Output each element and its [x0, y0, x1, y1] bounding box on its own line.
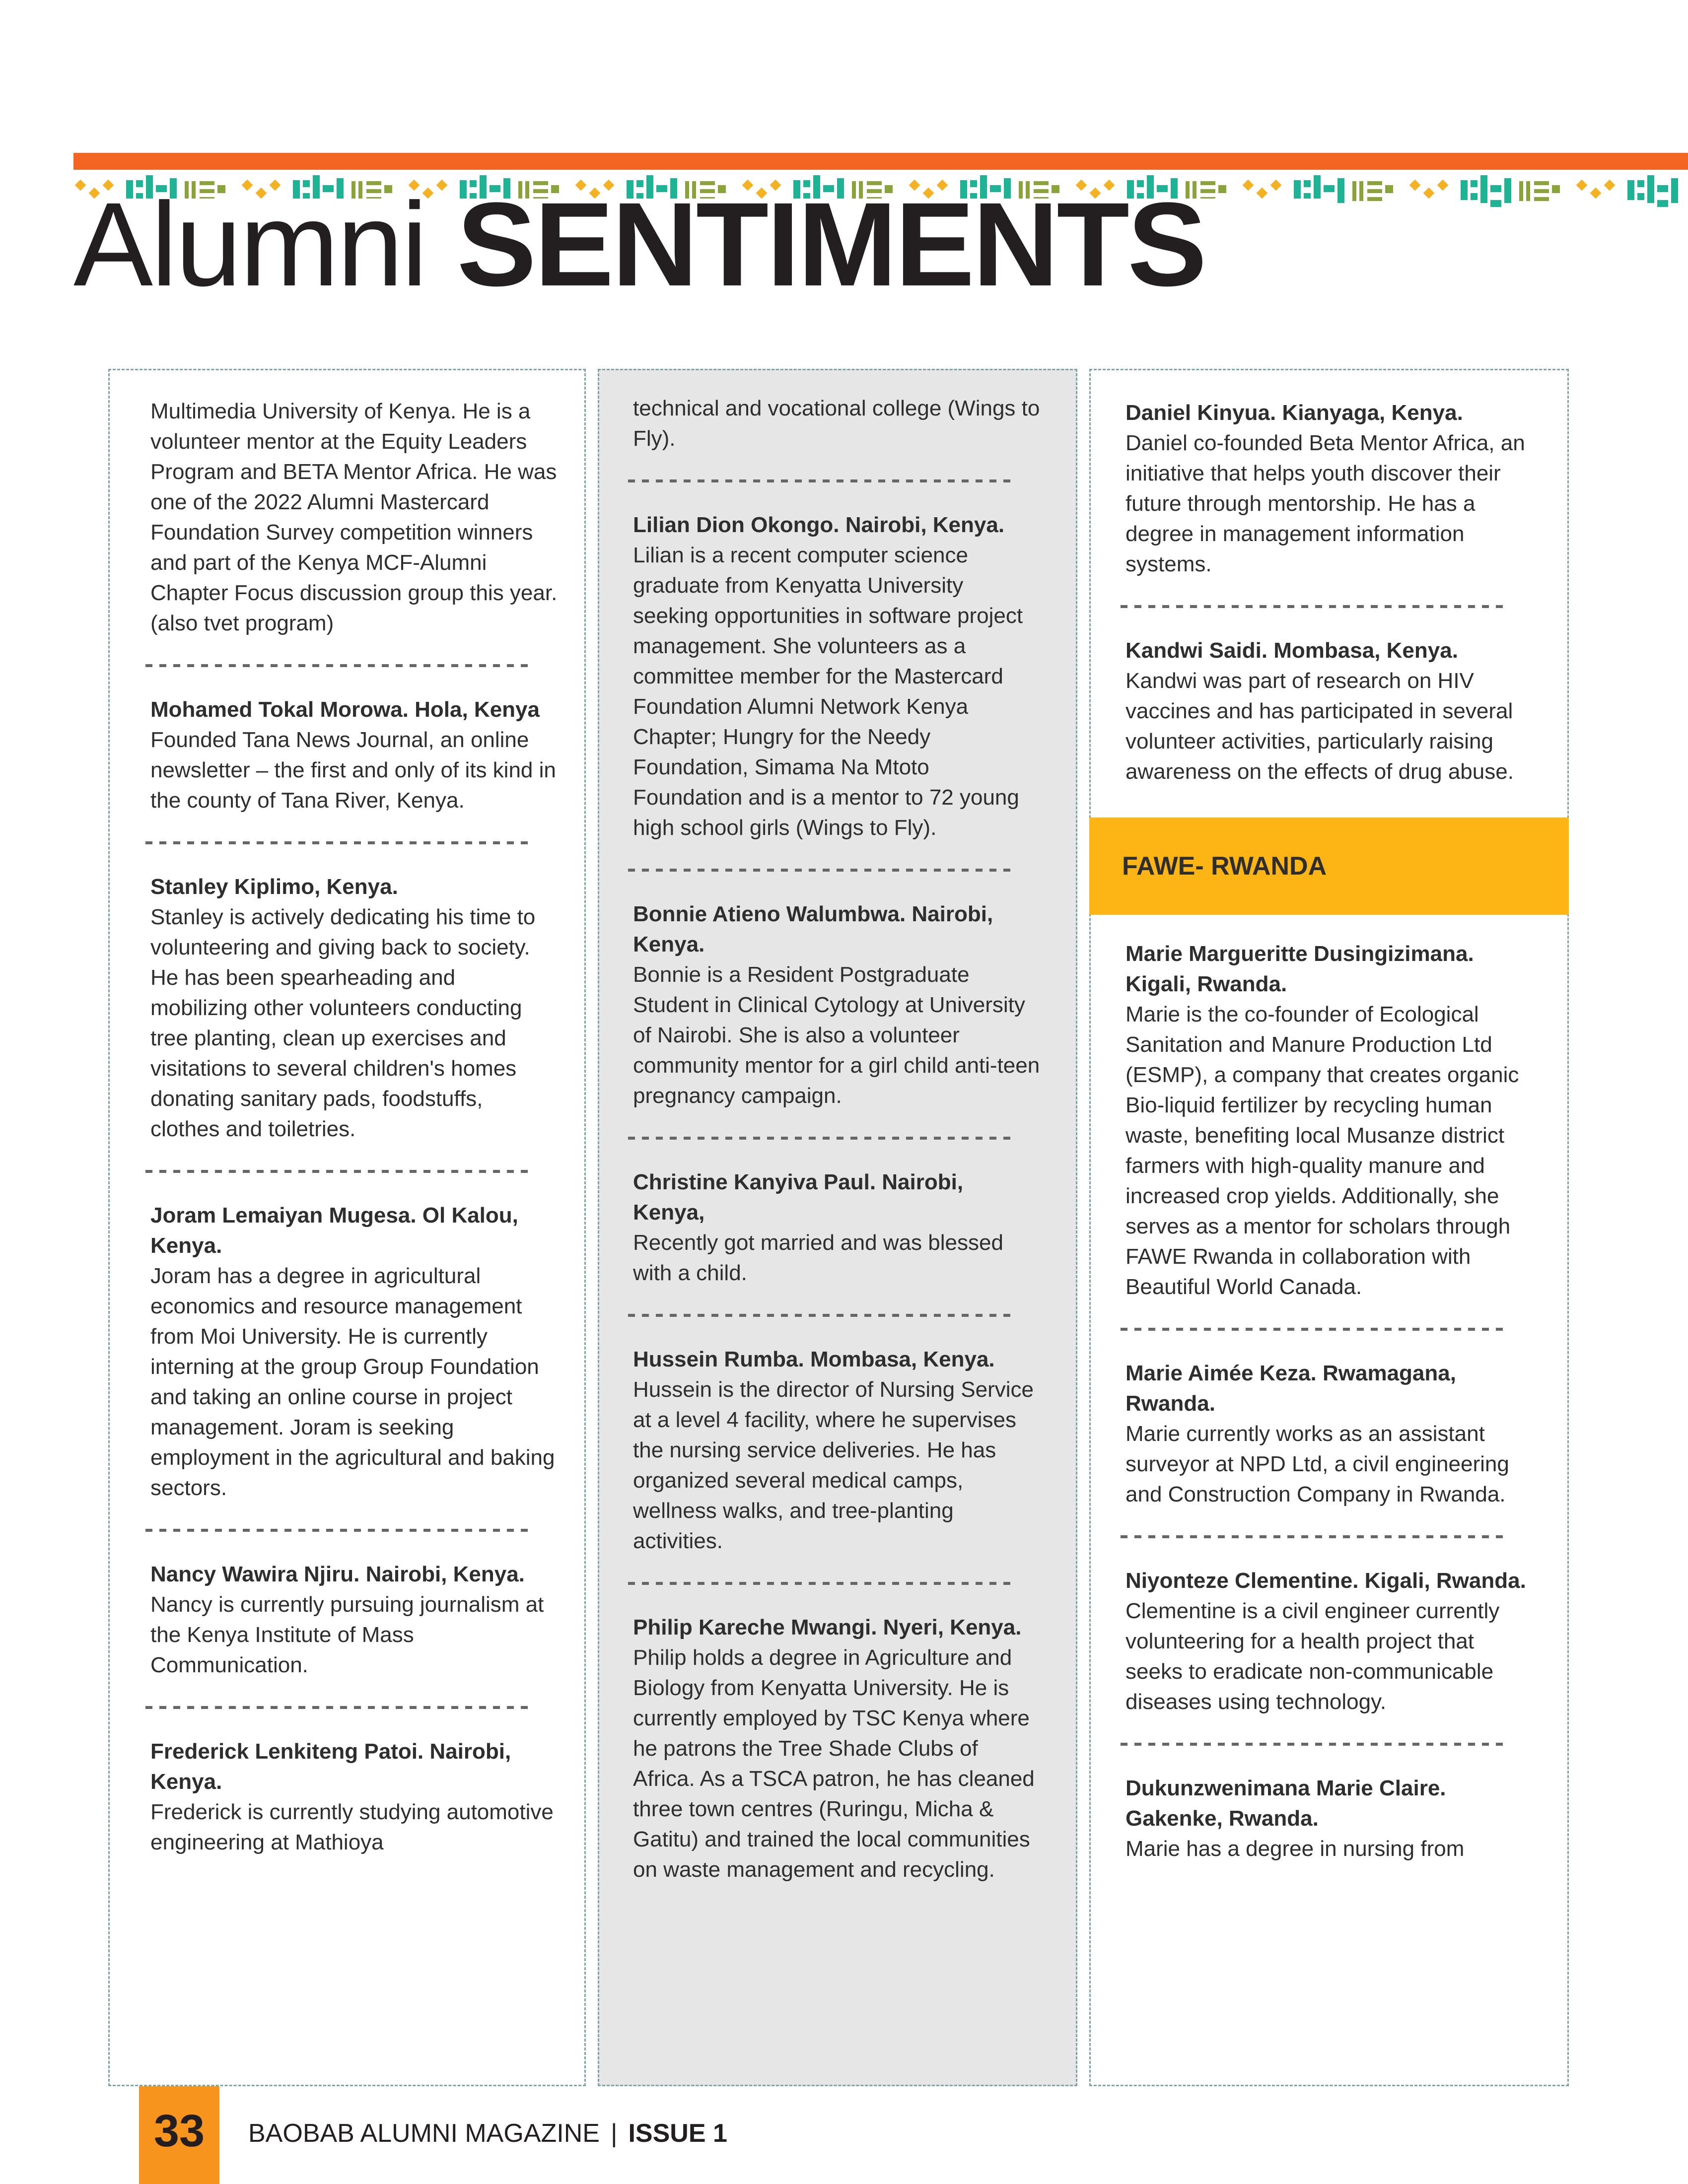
column-1-content [150, 396, 558, 1857]
alumni-entry [150, 872, 558, 1144]
pattern-motif [1627, 175, 1678, 207]
title-light: Alumni [73, 178, 426, 311]
issue-label: ISSUE 1 [628, 2119, 727, 2148]
alumni-description: Lilian is a recent computer science graduate from Kenyatta University seeking opportunities in software project management. She volunteers as a committee member for the Mastercard Foundation Alumni Network Kenya Chapter; Hungry for the Needy Foundation, Simama Na Mtoto Foundation and is a mentor to 72 young high school girls (Wings to Fly). [633, 543, 1023, 840]
column-2-content [633, 393, 1040, 1885]
title-bold: SENTIMENTS [457, 178, 1205, 311]
alumni-entry [633, 393, 1040, 454]
alumni-description: Marie currently works as an assistant surveyor at NPD Ltd, a civil engineering and Construction Company in Rwanda. [1125, 1422, 1509, 1506]
magazine-name: BAOBAB ALUMNI MAGAZINE [248, 2119, 600, 2148]
alumni-description: Marie has a degree in nursing from [1125, 1837, 1465, 1861]
alumni-name: Mohamed Tokal Morowa. Hola, Kenya [150, 697, 540, 722]
dashed-divider [628, 1137, 1013, 1140]
alumni-description: Kandwi was part of research on HIV vaccines and has participated in several volunteer activities, particularly raising awareness on the effects of drug abuse. [1125, 669, 1514, 784]
alumni-name: Marie Margueritte Dusingizimana. Kigali, Rwanda. [1125, 942, 1474, 996]
alumni-description: Recently got married and was blessed with a child. [633, 1230, 1003, 1285]
dashed-divider [1121, 605, 1505, 608]
dashed-divider [628, 1314, 1013, 1317]
alumni-entry [150, 396, 558, 638]
dashed-divider [1121, 1743, 1505, 1746]
alumni-entry [633, 1612, 1040, 1885]
pattern-motif [1519, 181, 1560, 201]
column-3-content [1122, 398, 1533, 1864]
alumni-description: Bonnie is a Resident Postgraduate Student in Clinical Cytology at University of Nairobi. She is also a volunteer community mentor for a girl child anti-teen pregnancy campaign. [633, 962, 1040, 1108]
alumni-entry [633, 1344, 1040, 1556]
alumni-description: Hussein is the director of Nursing Service at a level 4 facility, where he supervises the nursing service deliveries. He has organized several medical camps, wellness walks, and tree-planting activities. [633, 1377, 1034, 1553]
alumni-name: Christine Kanyiva Paul. Nairobi, Kenya, [633, 1170, 964, 1225]
alumni-entry [1125, 635, 1533, 787]
header-accent-bar [73, 153, 1688, 170]
alumni-name: Stanley Kiplimo, Kenya. [150, 875, 398, 899]
alumni-description: Nancy is currently pursuing journalism at the Kenya Institute of Mass Communication. [150, 1592, 544, 1677]
region-heading-fawe-rwanda: FAWE- RWANDA [1089, 818, 1569, 915]
alumni-name: Bonnie Atieno Walumbwa. Nairobi, Kenya. [633, 902, 993, 956]
alumni-description: Philip holds a degree in Agriculture and Biology from Kenyatta University. He is currently employed by TSC Kenya where he patrons the Tree Shade Clubs of Africa. As a TSCA patron, he has cleaned three town centres (Ruringu, Micha & Gatitu) and trained the local communities on waste management and recycling. [633, 1645, 1035, 1882]
alumni-description: Clementine is a civil engineer currently volunteering for a health project that seeks to eradicate non-communicable diseases using technology. [1125, 1599, 1500, 1714]
alumni-description: Multimedia University of Kenya. He is a volunteer mentor at the Equity Leaders Program and BETA Mentor Africa. He was one of the 2022 Alumni Mastercard Foundation Survey competition winners and part of the Kenya MCF-Alumni Chapter Focus discussion group this year. (also tvet program) [150, 399, 558, 635]
dashed-divider [145, 841, 530, 844]
column-1 [108, 369, 586, 2086]
alumni-entry [150, 1559, 558, 1680]
alumni-entry [633, 510, 1040, 843]
dashed-divider [628, 479, 1013, 482]
pattern-motif [1243, 180, 1282, 199]
alumni-name: Daniel Kinyua. Kianyaga, Kenya. [1125, 401, 1463, 425]
dashed-divider [145, 1170, 530, 1173]
dashed-divider [1121, 1535, 1505, 1538]
pattern-motif [1576, 180, 1616, 199]
alumni-description: technical and vocational college (Wings to Fly). [633, 396, 1040, 451]
alumni-name: Niyonteze Clementine. Kigali, Rwanda. [1125, 1569, 1526, 1593]
dashed-divider [1121, 1328, 1505, 1331]
alumni-name: Marie Aimée Keza. Rwamagana, Rwanda. [1125, 1361, 1456, 1416]
column-2 [598, 369, 1077, 2086]
page-number: 33 [139, 2086, 219, 2184]
alumni-entry [1125, 398, 1533, 579]
alumni-description: Stanley is actively dedicating his time to volunteering and giving back to society. He has been spearheading and mobilizing other volunteers conducting tree planting, clean up exercises and visitations to several children's homes donating sanitary pads, foodstuffs, clothes and toiletries. [150, 905, 536, 1141]
alumni-name: Kandwi Saidi. Mombasa, Kenya. [1125, 638, 1458, 663]
alumni-entry [1125, 1566, 1533, 1717]
alumni-entry [633, 1167, 1040, 1288]
page-title [73, 178, 1205, 311]
pattern-motif [1352, 181, 1393, 201]
dashed-divider [628, 1582, 1013, 1585]
alumni-entry [150, 694, 558, 816]
column-3 [1089, 369, 1569, 2086]
alumni-description: Joram has a degree in agricultural economics and resource management from Moi University. He is currently interning at the group Group Foundation and taking an online course in project management. Joram is seeking employment in the agricultural and baking sectors. [150, 1264, 555, 1500]
alumni-description: Daniel co-founded Beta Mentor Africa, an initiative that helps youth discover their future through mentorship. He has a degree in management information systems. [1125, 431, 1525, 576]
alumni-description: Marie is the co-founder of Ecological Sanitation and Manure Production Ltd (ESMP), a company that creates organic Bio-liquid fertilizer by recycling human waste, benefiting local Musanze district farmers with high-quality manure and increased crop yields. Additionally, she serves as a mentor for scholars through FAWE Rwanda in collaboration with Beautiful World Canada. [1125, 1002, 1519, 1299]
footer-divider: | [610, 2119, 618, 2148]
alumni-entry [633, 899, 1040, 1111]
footer-title [248, 2118, 727, 2148]
alumni-entry [1125, 939, 1533, 1302]
alumni-entry [150, 1736, 558, 1857]
alumni-name: Joram Lemaiyan Mugesa. Ol Kalou, Kenya. [150, 1203, 518, 1258]
alumni-name: Frederick Lenkiteng Patoi. Nairobi, Kenya. [150, 1739, 511, 1794]
pattern-motif [1461, 175, 1511, 207]
dashed-divider [145, 1706, 530, 1709]
alumni-name: Hussein Rumba. Mombasa, Kenya. [633, 1347, 995, 1371]
alumni-name: Dukunzwenimana Marie Claire. Gakenke, Rwanda. [1125, 1776, 1446, 1831]
dashed-divider [145, 664, 530, 667]
alumni-entry [150, 1200, 558, 1503]
dashed-divider [145, 1529, 530, 1532]
alumni-name: Lilian Dion Okongo. Nairobi, Kenya. [633, 513, 1005, 537]
alumni-name: Nancy Wawira Njiru. Nairobi, Kenya. [150, 1562, 525, 1586]
alumni-entry [1125, 1773, 1533, 1864]
alumni-description: Frederick is currently studying automotive engineering at Mathioya [150, 1800, 554, 1854]
pattern-motif [1409, 180, 1449, 199]
dashed-divider [628, 869, 1013, 872]
alumni-name: Philip Kareche Mwangi. Nyeri, Kenya. [633, 1615, 1022, 1639]
alumni-entry [1125, 1358, 1533, 1509]
alumni-description: Founded Tana News Journal, an online newsletter – the first and only of its kind in the county of Tana River, Kenya. [150, 728, 556, 813]
